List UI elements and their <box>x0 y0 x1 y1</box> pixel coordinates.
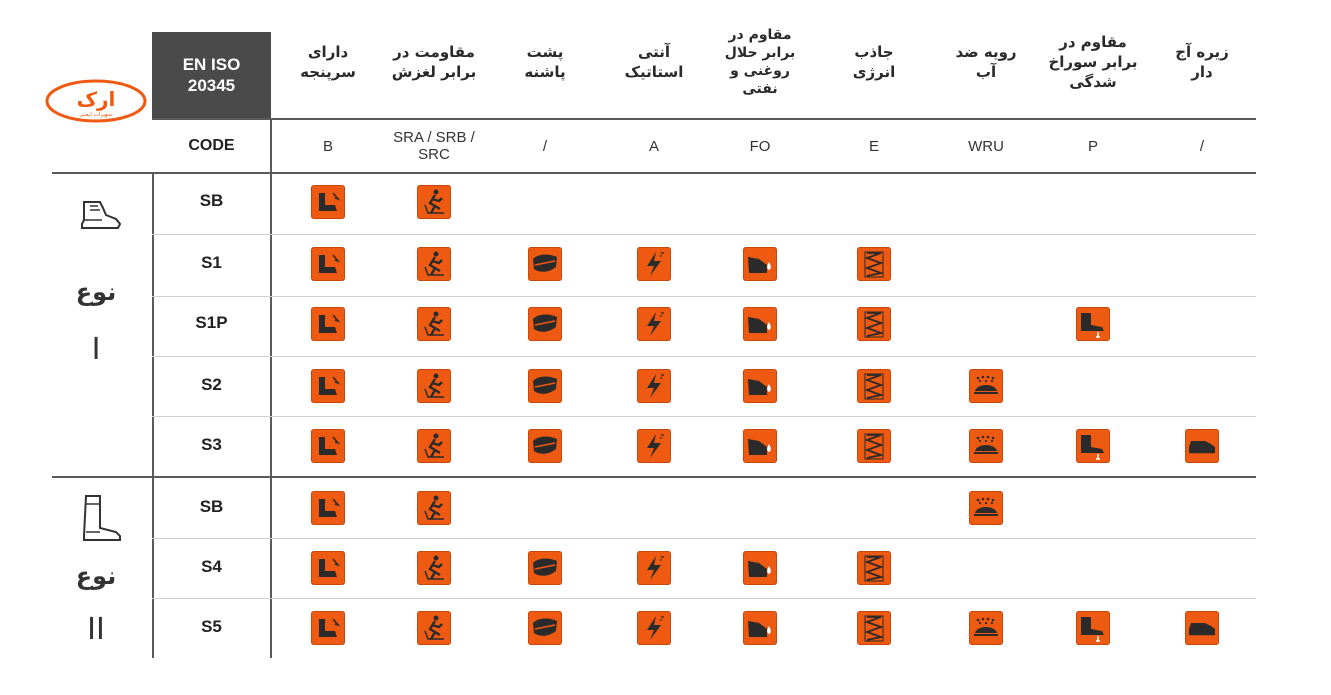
column-header-line: مقاوم در <box>1059 33 1127 51</box>
water-icon <box>969 369 1003 403</box>
column-header-line: شدگی <box>1069 73 1117 91</box>
antistatic-icon <box>637 369 671 403</box>
row-code: S2 <box>201 375 222 394</box>
group-2-roman: II <box>87 612 105 647</box>
slip-icon <box>417 247 451 281</box>
column-header-line: پاشنه <box>524 63 566 81</box>
column-code-line: FO <box>749 137 771 155</box>
code-row-divider <box>152 172 1256 174</box>
group-1-roman: I <box>91 332 101 367</box>
row-code: SB <box>199 497 224 516</box>
energy-icon <box>857 369 891 403</box>
oil-icon <box>743 429 777 463</box>
antistatic-icon <box>637 429 671 463</box>
column-header-line: نفتی <box>742 81 778 97</box>
energy-icon <box>857 429 891 463</box>
column-header-line: برابر لغزش <box>391 63 477 81</box>
logo-subtitle: تجهیزات ایمنی <box>79 112 113 118</box>
column-header-line: برابر حلال <box>724 45 796 61</box>
column-header-4 <box>594 6 714 118</box>
standard-line2: 20345 <box>187 76 236 95</box>
row-code: S1 <box>201 253 222 272</box>
oil-icon <box>743 611 777 645</box>
column-header-line: استاتیک <box>624 63 684 81</box>
water-icon <box>969 429 1003 463</box>
row-code: SB <box>199 191 224 210</box>
toe-cap-icon <box>311 369 345 403</box>
column-header-line: انرژی <box>852 63 896 81</box>
heel-icon <box>528 551 562 585</box>
column-code-2 <box>374 120 494 172</box>
oil-icon <box>743 551 777 585</box>
column-header-line: دارای <box>307 43 349 61</box>
energy-icon <box>857 611 891 645</box>
column-header-1 <box>268 6 388 118</box>
slip-icon <box>417 185 451 219</box>
puncture-icon <box>1076 611 1110 645</box>
column-header-line: دار <box>1191 63 1213 81</box>
column-header-2 <box>374 6 494 118</box>
row-code: S5 <box>201 617 222 636</box>
column-code-3 <box>485 120 605 172</box>
group-divider <box>52 476 1256 478</box>
heel-icon <box>528 369 562 403</box>
column-code-5 <box>700 120 820 172</box>
group-2-type: نوع <box>75 562 117 590</box>
slip-icon <box>417 611 451 645</box>
column-header-line: آنتی <box>637 43 671 61</box>
column-code-6 <box>814 120 934 172</box>
row-divider <box>152 234 1256 235</box>
toe-cap-icon <box>311 307 345 341</box>
toe-cap-icon <box>311 185 345 219</box>
energy-icon <box>857 307 891 341</box>
row-divider <box>152 598 1256 599</box>
column-header-3 <box>485 6 605 118</box>
column-header-line: زیره آج <box>1175 43 1229 61</box>
energy-icon <box>857 247 891 281</box>
group-column-line <box>152 172 154 658</box>
column-header-line: مقاومت در <box>393 43 475 61</box>
cleated-icon <box>1185 611 1219 645</box>
standard-line1: EN ISO <box>182 55 241 74</box>
column-code-8 <box>1033 120 1153 172</box>
boot-icon <box>78 492 128 544</box>
toe-cap-icon <box>311 491 345 525</box>
heel-icon <box>528 429 562 463</box>
column-header-8 <box>1033 6 1153 118</box>
logo-mark: ارک <box>76 87 116 111</box>
row-code: S1P <box>195 313 228 332</box>
water-icon <box>969 491 1003 525</box>
column-code-line: P <box>1087 137 1098 155</box>
row-divider <box>152 538 1256 539</box>
column-code-4 <box>594 120 714 172</box>
heel-icon <box>528 611 562 645</box>
cleated-icon <box>1185 429 1219 463</box>
group-1-top-line <box>52 172 152 174</box>
column-header-line: مقاوم در <box>728 27 792 43</box>
column-code-line: A <box>648 137 659 155</box>
puncture-icon <box>1076 429 1110 463</box>
slip-icon <box>417 429 451 463</box>
column-header-line: برابر سوراخ <box>1048 53 1138 71</box>
column-code-line: / <box>542 137 548 155</box>
row-divider <box>152 416 1256 417</box>
column-code-line: / <box>1199 137 1205 155</box>
shoe-icon <box>76 196 128 234</box>
column-code-line: SRA / SRB / <box>393 129 475 146</box>
oil-icon <box>743 369 777 403</box>
toe-cap-icon <box>311 551 345 585</box>
column-header-line: پشت <box>526 43 564 61</box>
antistatic-icon <box>637 551 671 585</box>
column-header-line: روغنی و <box>730 63 790 79</box>
column-code-line: B <box>322 137 333 155</box>
slip-icon <box>417 307 451 341</box>
slip-icon <box>417 369 451 403</box>
column-header-7 <box>926 6 1046 118</box>
row-code: S4 <box>201 557 222 576</box>
row-code: S3 <box>201 435 222 454</box>
water-icon <box>969 611 1003 645</box>
column-header-9 <box>1142 6 1262 118</box>
column-code-1 <box>268 120 388 172</box>
row-divider <box>152 296 1256 297</box>
column-header-6 <box>814 6 934 118</box>
puncture-icon <box>1076 307 1110 341</box>
row-divider <box>152 356 1256 357</box>
column-code-line: WRU <box>968 137 1004 155</box>
energy-icon <box>857 551 891 585</box>
oil-icon <box>743 247 777 281</box>
slip-icon <box>417 551 451 585</box>
toe-cap-icon <box>311 429 345 463</box>
antistatic-icon <box>637 247 671 281</box>
slip-icon <box>417 491 451 525</box>
brand-logo <box>44 78 148 124</box>
column-code-9 <box>1142 120 1262 172</box>
column-header-5 <box>700 6 820 118</box>
group-1-type: نوع <box>75 278 117 306</box>
antistatic-icon <box>637 307 671 341</box>
antistatic-icon <box>637 611 671 645</box>
column-header-line: رویه ضد <box>955 43 1017 61</box>
heel-icon <box>528 247 562 281</box>
column-code-7 <box>926 120 1046 172</box>
oil-icon <box>743 307 777 341</box>
heel-icon <box>528 307 562 341</box>
column-header-line: سرپنجه <box>300 63 356 81</box>
toe-cap-icon <box>311 611 345 645</box>
toe-cap-icon <box>311 247 345 281</box>
column-header-line: آب <box>975 63 997 81</box>
column-code-line: E <box>868 137 879 155</box>
column-header-line: جاذب <box>854 43 894 61</box>
column-code-line: SRC <box>418 146 450 163</box>
code-header: CODE <box>188 137 235 154</box>
standard-header <box>152 32 271 118</box>
